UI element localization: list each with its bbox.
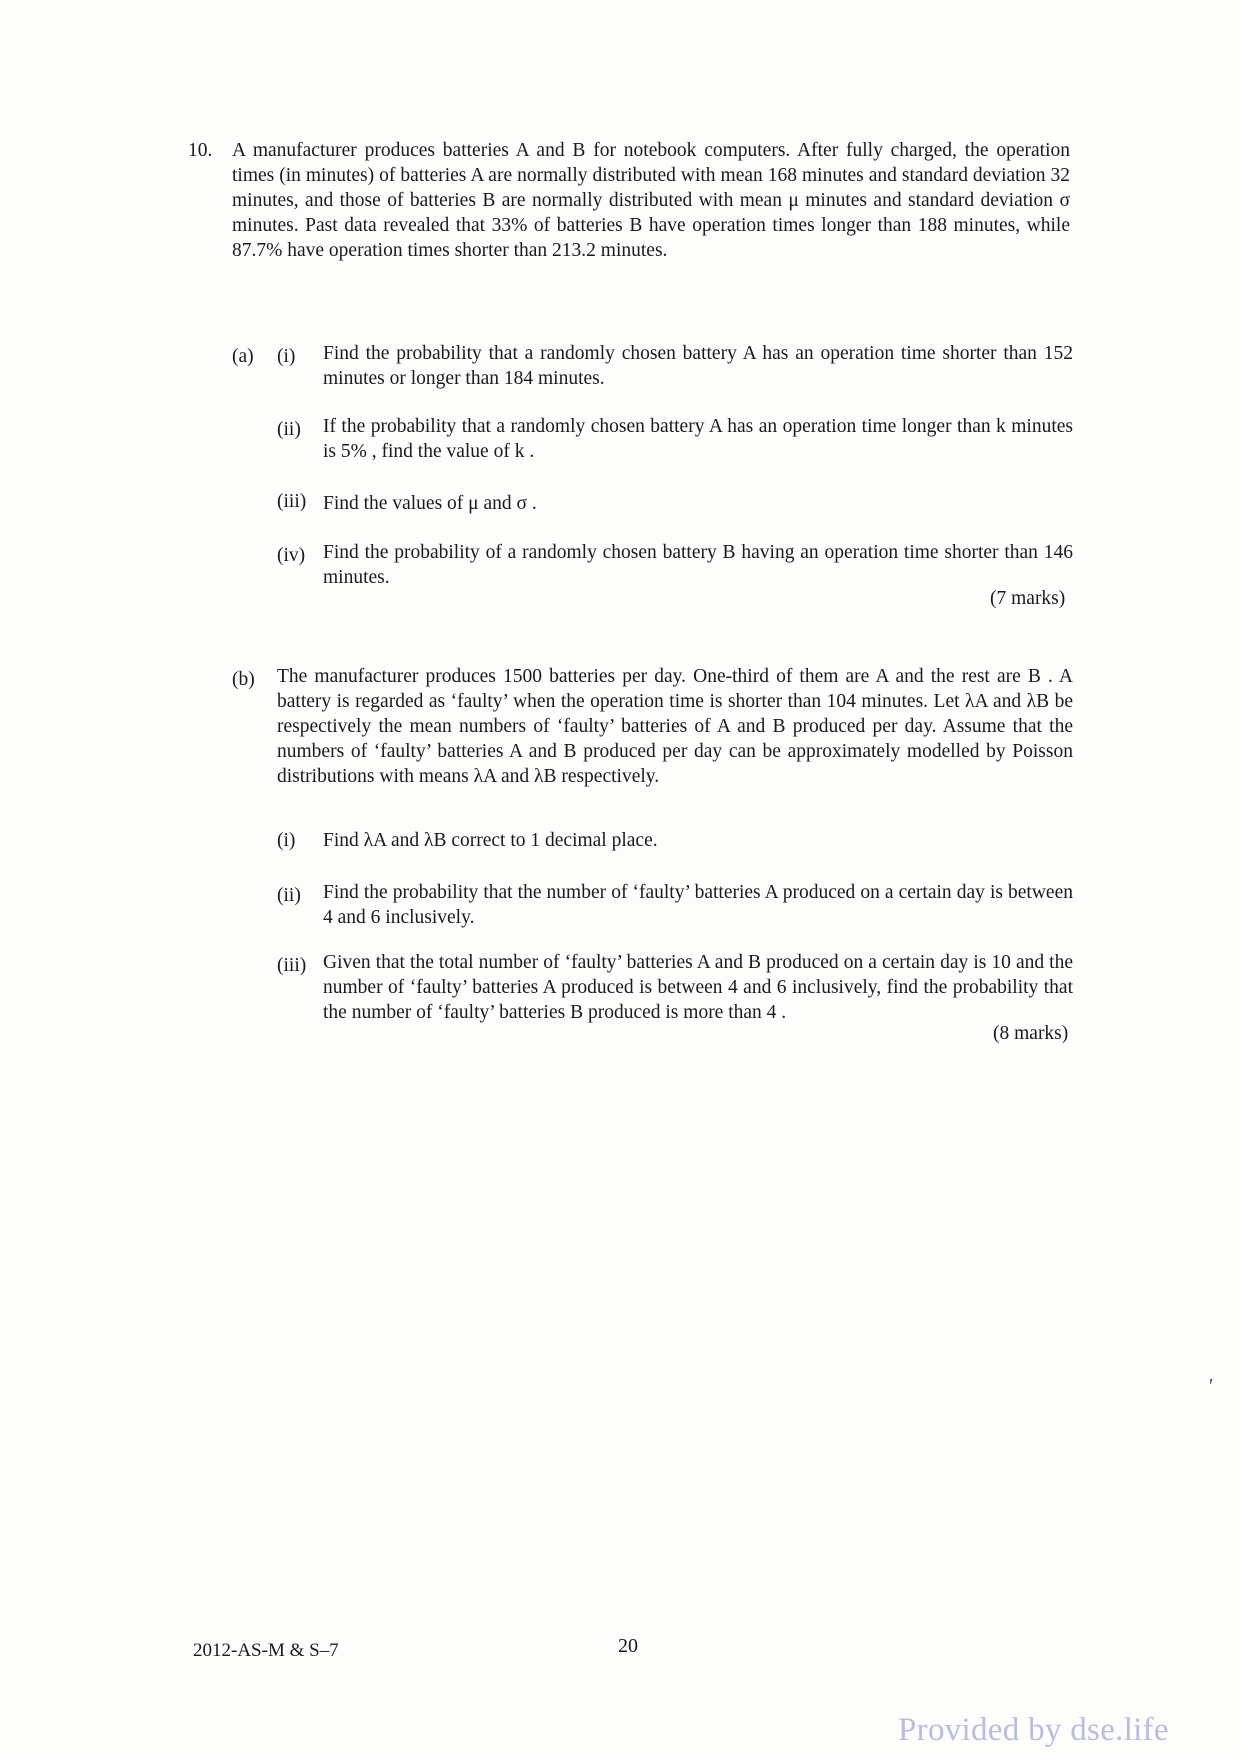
part-a-iv-text: Find the probability of a randomly chosen battery B having an operation time shorter than 146 minutes. [323, 542, 1073, 588]
paper-code: 2012-AS-M & S–7 [193, 1640, 339, 1661]
part-a-iii-text: Find the values of μ and σ . [323, 493, 537, 514]
part-b-ii-label: (ii) [277, 885, 301, 906]
part-a-iv-label: (iv) [277, 545, 306, 566]
part-b-label: (b) [232, 669, 255, 690]
part-b-i-label: (i) [277, 830, 296, 851]
part-a-label: (a) [232, 346, 254, 367]
part-b-iii-text: Given that the total number of ‘faulty’ batteries A and B produced on a certain day is 10 and the number of ‘faulty’ batteries A produced is between 4 and 6 inclusively, find the probability that the number of ‘faulty’ batteries B produced is more than 4 . [323, 952, 1073, 1023]
page-number: 20 [618, 1635, 638, 1657]
question-10 [190, 138, 1070, 263]
part-a-iii-label: (iii) [277, 491, 307, 512]
part-b-ii-text: Find the probability that the number of ‘faulty’ batteries A produced on a certain day is between 4 and 6 inclusively. [323, 882, 1073, 928]
part-a-i-label: (i) [277, 346, 296, 367]
part-b-marks: (8 marks) [993, 1023, 1069, 1044]
watermark-link[interactable]: Provided by dse.life [898, 1712, 1169, 1748]
question-number: 10. [188, 140, 213, 161]
part-a-i-text: Find the probability that a randomly chosen battery A has an operation time shorter than 152 minutes or longer than 184 minutes. [323, 343, 1073, 389]
question-stem: A manufacturer produces batteries A and B for notebook computers. After fully charged, the operation times (in minutes) of batteries A are normally distributed with mean 168 minutes and standard deviation 32 minutes, and those of batteries B are normally distributed with mean μ minutes and standard deviation σ minutes. Past data revealed that 33% of batteries B have operation times longer than 188 minutes, while 87.7% have operation times shorter than 213.2 minutes. [232, 140, 1070, 261]
stray-mark: ′ [1209, 1375, 1214, 1397]
part-a-ii-label: (ii) [277, 419, 301, 440]
part-a-marks: (7 marks) [990, 588, 1066, 609]
part-b-iii-label: (iii) [277, 955, 307, 976]
part-b-i-text: Find λA and λB correct to 1 decimal place. [323, 830, 658, 851]
part-a-ii-text: If the probability that a randomly chosen battery A has an operation time longer than k minutes is 5% , find the value of k . [323, 416, 1073, 462]
part-b-stem: The manufacturer produces 1500 batteries per day. One-third of them are A and the rest are B . A battery is regarded as ‘faulty’ when the operation time is shorter than 104 minutes. Let λA and λB be respectively the mean numbers of ‘faulty’ batteries of A and B produced per day. Assume that the numbers of ‘faulty’ batteries A and B produced per day can be approximately modelled by Poisson distributions with means λA and λB respectively. [277, 666, 1073, 787]
